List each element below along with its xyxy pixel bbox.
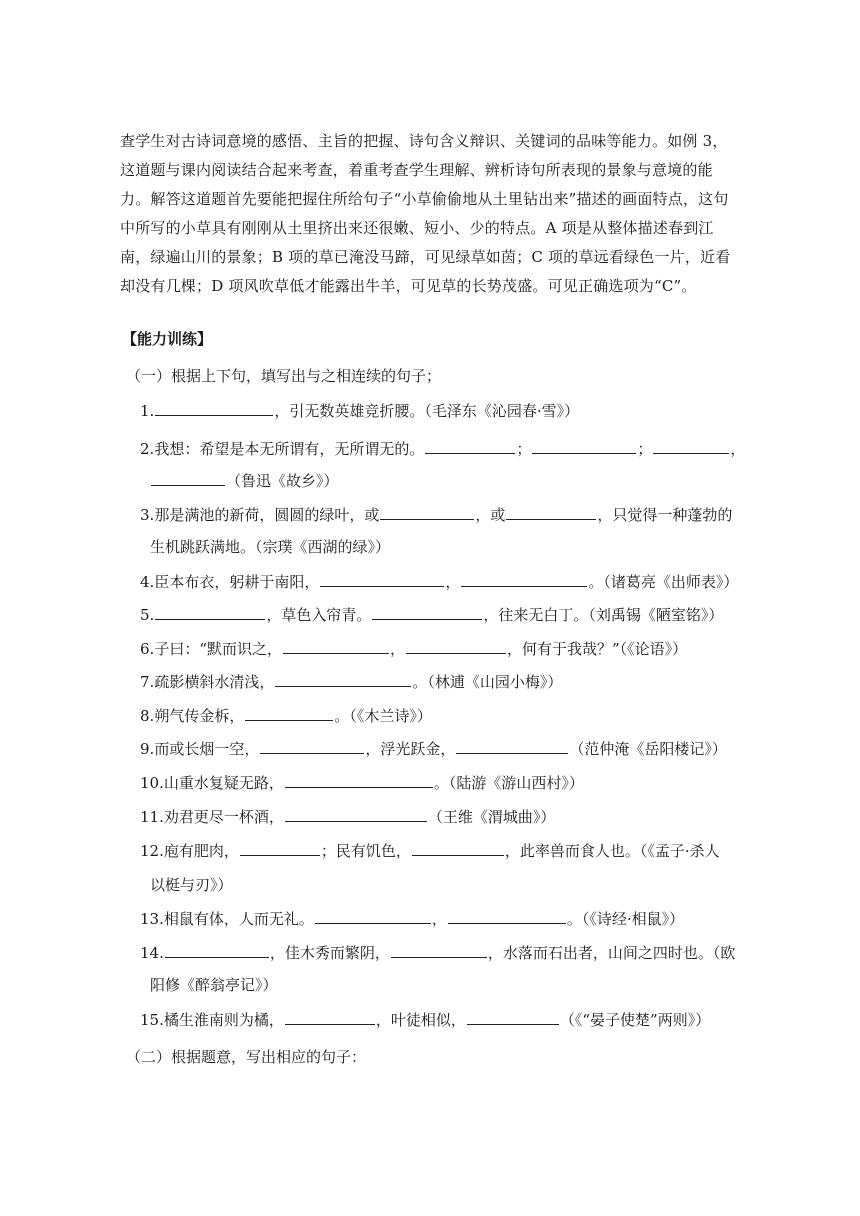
- question-text: 。（《诗经·相鼠》）: [566, 910, 685, 928]
- question-number: 4.: [140, 573, 155, 591]
- question-number: 12.: [140, 842, 164, 860]
- question-text: 生机跳跃满地。（宗璞《西湖的绿》）: [150, 538, 391, 556]
- question-number: 6.: [140, 640, 155, 658]
- answer-blank[interactable]: [425, 438, 515, 454]
- question-number: 14.: [140, 944, 164, 962]
- answer-blank[interactable]: [240, 840, 320, 856]
- intro-paragraph: 查学生对古诗词意境的感悟、主旨的把握、诗句含义辩识、关键词的品味等能力。如例 3，这道题与课内阅读结合起来考查，着重考查学生理解、辨析诗句所表现的景象与意境的能力。解答这道题首先要能把握住所给句子“小草偷偷地从土里钻出来”描述的画面特点，这句中所写的小草具有刚刚从土里挤出来还很嫩、短小、少的特点。A 项是从整体描述春到江南，绿遍山川的景象；B 项的草已淹没马蹄，可见绿草如茵；C 项的草远看绿色一片，近看却没有几棵；D 项风吹草低才能露出牛羊，可见草的长势茂盛。可见正确选项为“C”。: [120, 132, 731, 295]
- answer-blank[interactable]: [275, 671, 411, 687]
- question-text: ，引无数英雄竞折腰。（毛泽东《沁园春·雪》）: [274, 402, 580, 420]
- answer-blank[interactable]: [406, 638, 506, 654]
- question-text: ，: [730, 440, 746, 458]
- question-10: [140, 766, 740, 800]
- question-number: 5.: [140, 606, 155, 624]
- question-number: 13.: [140, 910, 164, 928]
- question-9: [140, 732, 740, 766]
- answer-blank[interactable]: [285, 1009, 375, 1025]
- question-text: ；: [637, 440, 653, 458]
- answer-blank[interactable]: [456, 738, 568, 754]
- section-2-instruction: （二）根据题意，写出相应的句子：: [126, 1048, 367, 1066]
- question-text: 臣本布衣，躬耕于南阳，: [154, 573, 320, 591]
- question-number: 2.: [140, 440, 155, 458]
- section-1-instruction: （一）根据上下句，填写出与之相连续的句子；: [126, 367, 442, 385]
- question-text: 朔气传金柝，: [154, 707, 245, 725]
- answer-blank[interactable]: [532, 438, 636, 454]
- answer-blank[interactable]: [467, 1009, 559, 1025]
- question-text: 庖有肥肉，: [163, 842, 239, 860]
- question-text: ，水落而石出者，山间之四时也。（欧: [487, 944, 736, 962]
- question-number: 3.: [140, 506, 155, 524]
- answer-blank[interactable]: [506, 504, 596, 520]
- question-text: ；: [516, 440, 532, 458]
- question-12: [140, 834, 740, 868]
- question-2-continued: [150, 464, 750, 498]
- question-text: ，草色入帘青。: [266, 606, 372, 624]
- answer-blank[interactable]: [155, 400, 273, 416]
- answer-blank[interactable]: [165, 942, 269, 958]
- question-15: [140, 1003, 740, 1037]
- answer-blank[interactable]: [412, 840, 504, 856]
- question-text: ，佳木秀而繁阴，: [269, 944, 390, 962]
- question-text: 。（《木兰诗》）: [334, 707, 432, 725]
- question-text: ，: [431, 910, 447, 928]
- question-text: 。（林逋《山园小梅》）: [412, 673, 563, 691]
- question-text: 劝君更尽一杯酒，: [163, 808, 284, 826]
- answer-blank[interactable]: [448, 908, 566, 924]
- question-text: （范仲淹《岳阳楼记》）: [569, 740, 727, 758]
- question-text: 那是满池的新荷，圆圆的绿叶，或: [154, 506, 380, 524]
- question-text: 山重水复疑无路，: [163, 774, 284, 792]
- answer-blank[interactable]: [283, 638, 389, 654]
- question-14-continued: [150, 968, 750, 1002]
- question-7: [140, 665, 740, 699]
- answer-blank[interactable]: [245, 705, 333, 721]
- answer-blank[interactable]: [151, 470, 225, 486]
- question-text: 相鼠有体，人而无礼。: [163, 910, 314, 928]
- question-text: 子曰：“默而识之，: [154, 640, 282, 658]
- question-3-continued: [150, 530, 750, 564]
- question-number: 1.: [140, 402, 155, 420]
- question-text: ，何有于我哉？”（《论语》）: [507, 640, 688, 658]
- answer-blank[interactable]: [372, 604, 482, 620]
- question-text: ，叶徒相似，: [375, 1011, 466, 1029]
- question-text: 阳修《醉翁亭记》）: [150, 976, 278, 994]
- question-1: [140, 394, 740, 428]
- question-text: ，往来无白丁。（刘禹锡《陋室铭》）: [483, 606, 724, 624]
- question-text: 橘生淮南则为橘，: [163, 1011, 284, 1029]
- question-12-continued: [150, 868, 750, 902]
- question-6: [140, 632, 740, 666]
- question-8: [140, 699, 740, 733]
- question-5: [140, 598, 740, 632]
- question-3: [140, 498, 740, 532]
- answer-blank[interactable]: [285, 772, 433, 788]
- answer-blank[interactable]: [315, 908, 431, 924]
- answer-blank[interactable]: [391, 942, 487, 958]
- answer-blank[interactable]: [260, 738, 364, 754]
- answer-blank[interactable]: [380, 504, 474, 520]
- question-text: 以梃与刃》）: [150, 876, 233, 894]
- question-number: 8.: [140, 707, 155, 725]
- question-14: [140, 936, 740, 970]
- question-text: ；民有饥色，: [320, 842, 411, 860]
- question-number: 10.: [140, 774, 164, 792]
- question-number: 9.: [140, 740, 155, 758]
- question-text: 。（诸葛亮《出师表》）: [588, 573, 739, 591]
- answer-blank[interactable]: [461, 571, 587, 587]
- question-text: ，: [445, 573, 461, 591]
- question-text: ，或: [475, 506, 506, 524]
- answer-blank[interactable]: [285, 806, 427, 822]
- question-2: [140, 432, 746, 466]
- question-text: （《“晏子使楚”两则》）: [559, 1011, 711, 1029]
- question-text: 我想：希望是本无所谓有，无所谓无的。: [154, 440, 425, 458]
- question-13: [140, 902, 740, 936]
- question-text: ，此率兽而食人也。（《孟子·杀人: [504, 842, 720, 860]
- question-text: 。（陆游《游山西村》）: [433, 774, 584, 792]
- question-number: 7.: [140, 673, 155, 691]
- question-number: 15.: [140, 1011, 164, 1029]
- answer-blank[interactable]: [653, 438, 729, 454]
- question-11: [140, 800, 740, 834]
- question-text: 疏影横斜水清浅，: [154, 673, 275, 691]
- question-text: （鲁迅《故乡》）: [226, 472, 339, 490]
- question-number: 11.: [140, 808, 164, 826]
- question-text: 而或长烟一空，: [154, 740, 260, 758]
- question-4: [140, 565, 740, 599]
- question-text: ，: [389, 640, 405, 658]
- answer-blank[interactable]: [320, 571, 444, 587]
- question-text: ，只觉得一种蓬勃的: [597, 506, 733, 524]
- answer-blank[interactable]: [155, 604, 265, 620]
- question-text: ，浮光跃金，: [365, 740, 456, 758]
- question-text: （王维《渭城曲》）: [427, 808, 556, 826]
- section-heading: 【能力训练】: [122, 330, 213, 348]
